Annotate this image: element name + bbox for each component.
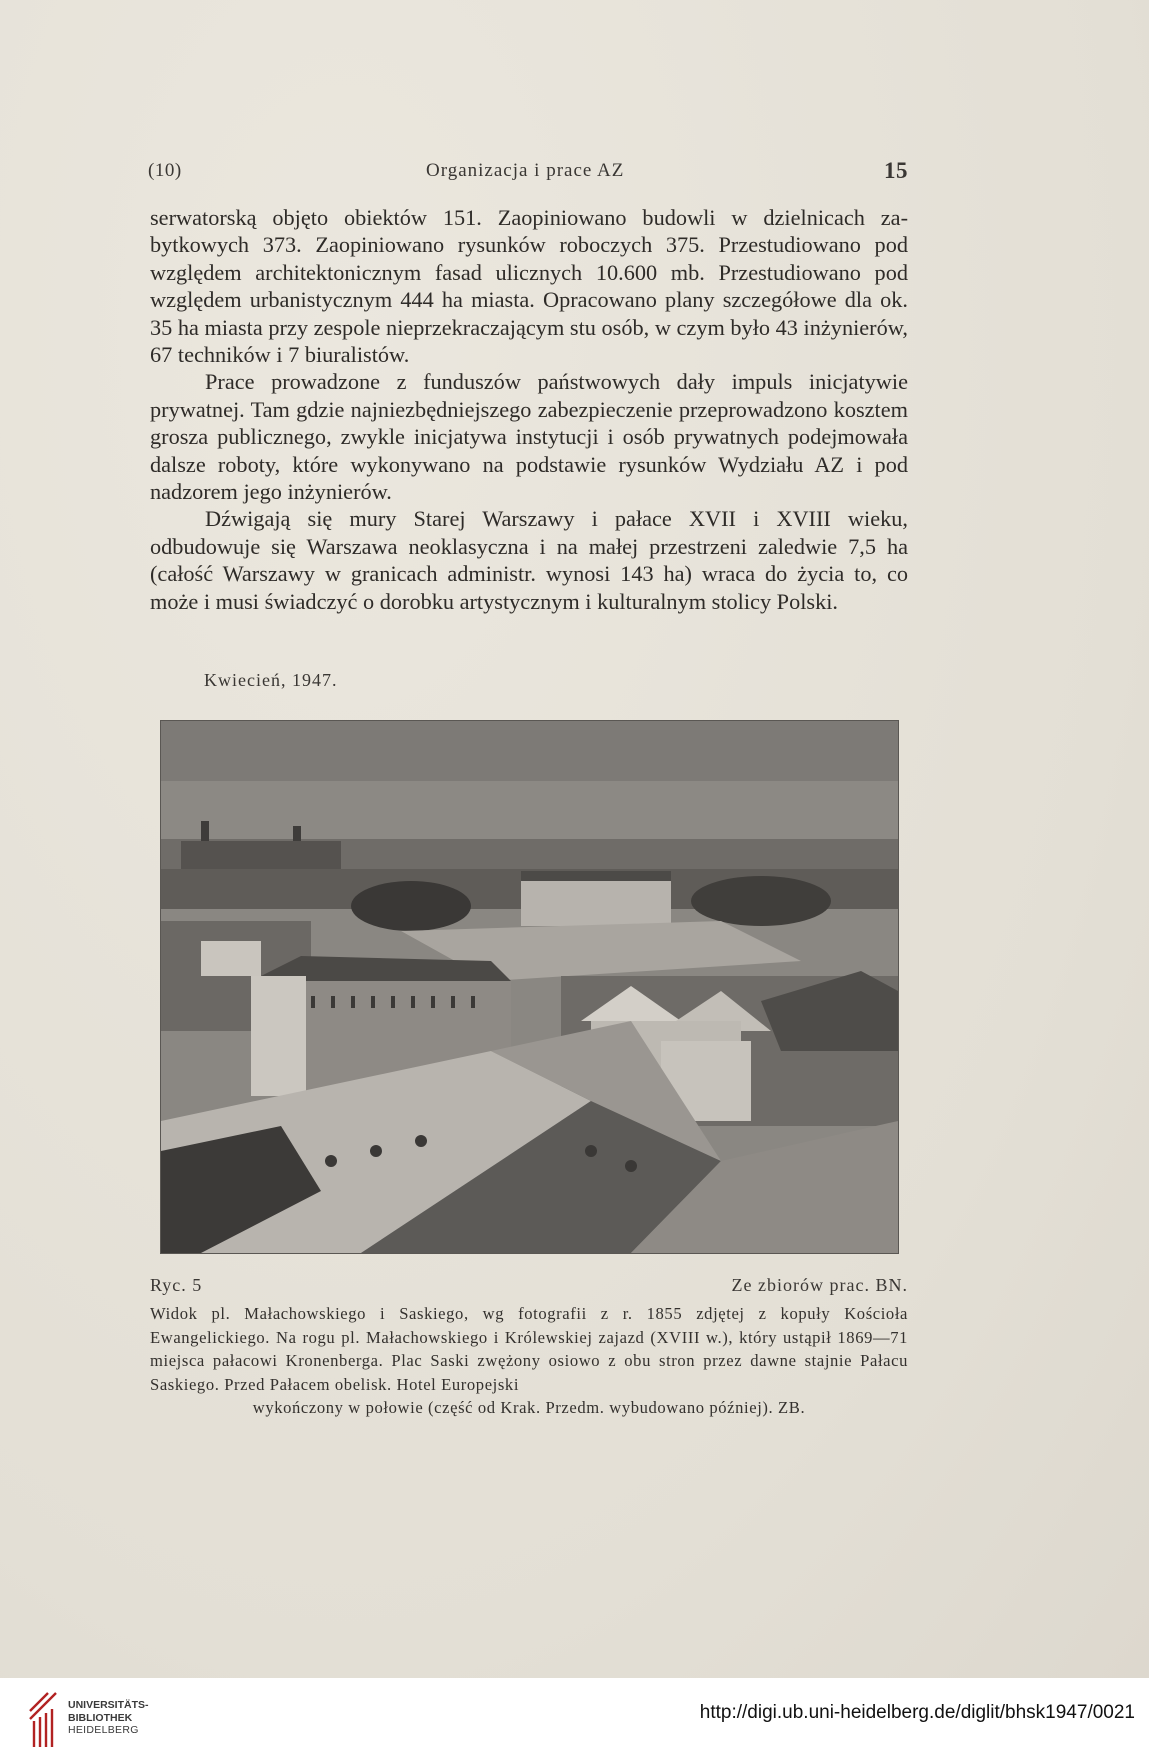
library-line-3: HEIDELBERG [68,1724,139,1736]
library-logo-icon [28,1691,62,1749]
footer-bar [0,1678,1149,1760]
figure-caption [150,1302,908,1420]
figure-header [150,1275,908,1299]
caption-text: Widok pl. Małachowskiego i Saskiego, wg fotografii z r. 1855 zdjętej z kopuły Kościoła Ewangelickiego. Na rogu pl. Małachowskiego i Królewskiej zajazd (XVIII w.), który ustąpił 1869—71 miejsca pałacowi Kronenberga. Plac Saski zwężony osiowo z obu stron przez dawne stajnie Pałacu Saskiego. Przed Pałacem obelisk. Hotel Europejski [150,1304,908,1394]
body-text [150,204,908,615]
figure-credit: Ze zbiorów prac. BN. [731,1275,908,1295]
figure-label: Ryc. 5 [150,1275,203,1295]
running-title: Organizacja i prace AZ [426,160,625,181]
permalink-url[interactable]: http://digi.ub.uni-heidelberg.de/diglit/bhsk1947/0021 [699,1702,1135,1723]
paragraph: Dźwigają się mury Starej Warszawy i pałace XVII i XVIII wieku, odbudowuje się Warszawa neoklasyczna i na małej przestrzeni zaledwie 7,5 ha (całość Warszawy w granicach administr. wynosi 143 ha) wraca do życia to, co może i musi świadczyć o dorobku artystycznym i kulturalnym stolicy Polski. [150,506,908,614]
library-line-1: UNIVERSITÄTS- [68,1699,149,1711]
historical-photograph [160,720,899,1254]
library-line-2: BIBLIOTHEK [68,1711,133,1724]
paragraph: Prace prowadzone z funduszów państwowych dały impuls inicjatywie prywatnej. Tam gdzie najniezbędniejszego zabezpieczenie przeprowadzono kosztem grosza publicznego, zwykle inicjatywa instytucji i osób prywatnych podejmowała dalsze roboty, które wykonywano na podstawie rysunków Wydziału AZ i pod nadzorem jego inżynierów. [150,369,908,505]
caption-text-last: wykończony w połowie (część od Krak. Przedm. wybudowano później). ZB. [252,1398,806,1417]
library-name [68,1699,149,1737]
page-number: 15 [884,158,908,183]
section-number: (10) [148,160,182,181]
running-head [148,158,908,188]
date-line: Kwiecień, 1947. [204,670,338,690]
paragraph: serwatorską objęto obiektów 151. Zaopiniowano budowli w dzielnicach zabytkowych 373. Zaopiniowano rysunków roboczych 375. Przestudiowano pod względem architektonicznym fasad ulicznych 10.600 mb. Przestudiowano pod względem urbanistycznym 444 ha miasta. Opracowano plany szczegółowe dla ok. 35 ha miasta przy zespole nieprzekraczającym stu osób, w czym było 43 inżynierów, 67 techników i 7 biuralistów. [150,205,908,368]
